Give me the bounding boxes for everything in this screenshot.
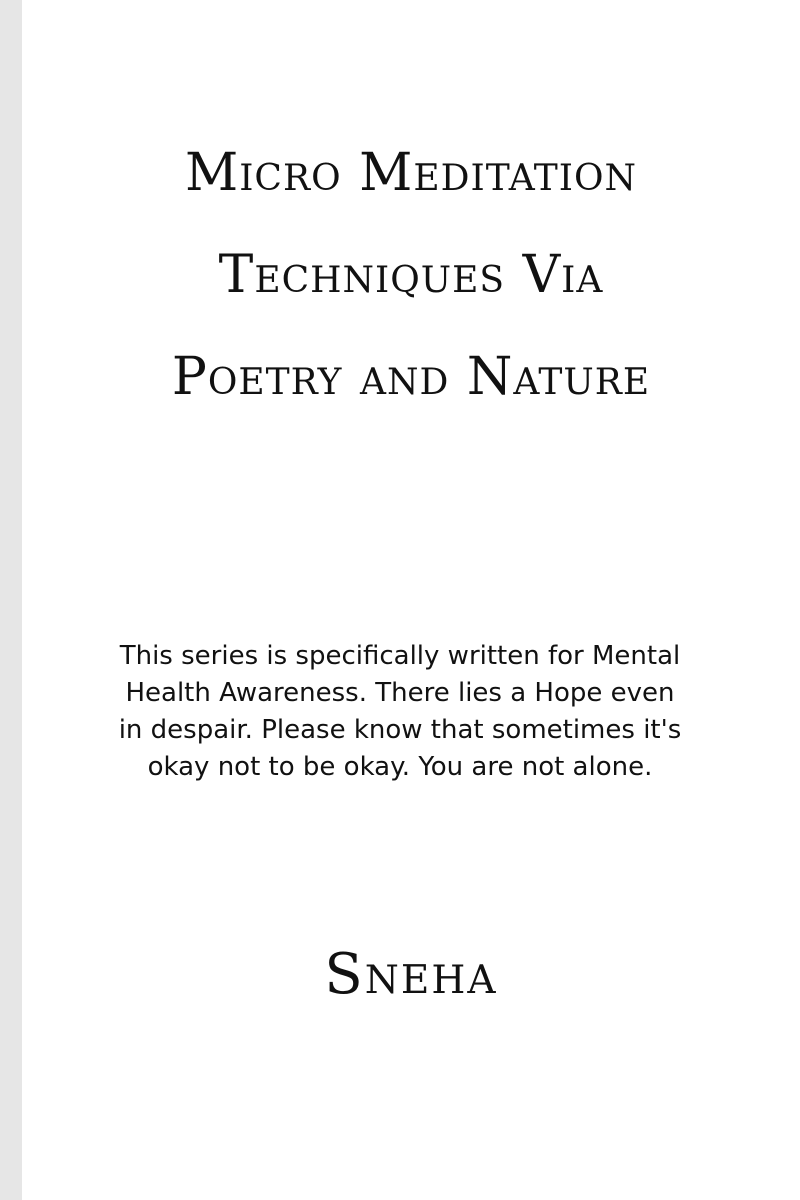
cover-blurb xyxy=(60,638,740,786)
blurb-line-3: in despair. Please know that sometimes it's xyxy=(118,715,682,745)
blurb-line-2: Health Awareness. There lies a Hope even xyxy=(125,678,675,708)
author-name: Sneha xyxy=(324,942,498,1007)
title-line-3: Poetry and Nature xyxy=(171,347,651,407)
book-title xyxy=(22,122,800,428)
blurb-line-1: This series is specifically written for Mental xyxy=(119,641,681,671)
blurb-line-4: okay not to be okay. You are not alone. xyxy=(147,752,653,782)
title-line-1: Micro Meditation xyxy=(184,143,638,203)
spine-strip xyxy=(0,0,22,1200)
title-line-2: Techniques Via xyxy=(218,245,604,305)
